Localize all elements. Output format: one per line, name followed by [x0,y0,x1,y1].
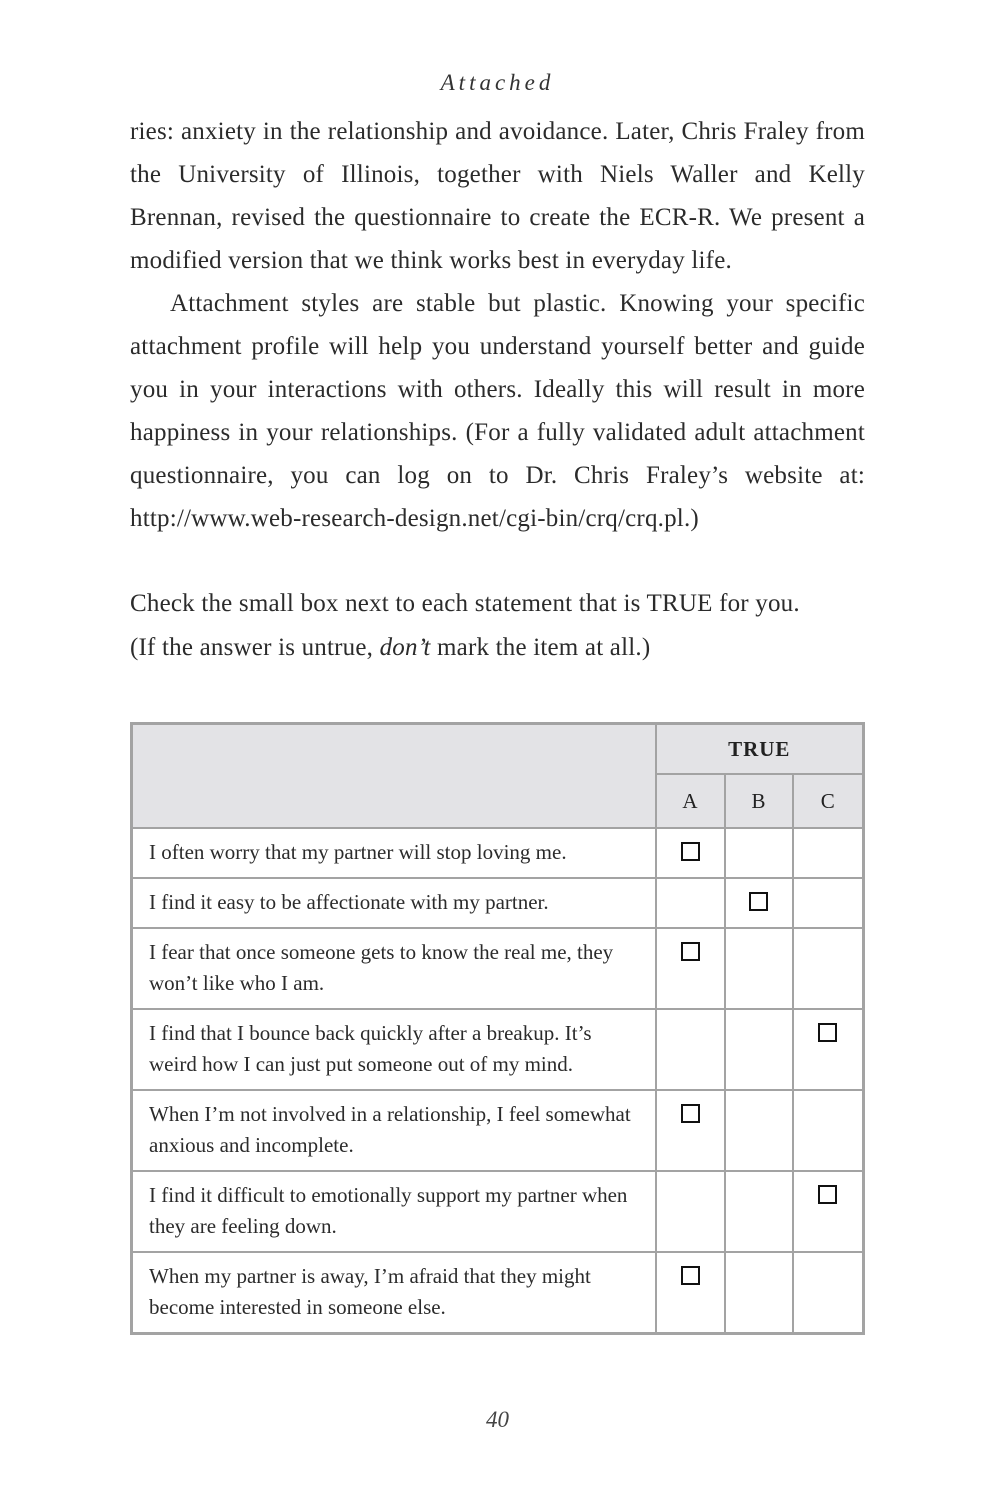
statement-header-cell [132,724,656,829]
checkbox[interactable] [681,942,700,961]
true-group-header: TRUE [656,724,864,775]
checkbox-cell-a [656,1171,725,1252]
checkbox-cell-b [725,1090,793,1171]
checkbox-cell-b [725,1252,793,1334]
running-head: Attached [440,70,555,95]
table-row [132,878,864,928]
checkbox-cell-b [725,928,793,1009]
checkbox[interactable] [681,842,700,861]
checkbox-cell-c [793,928,864,1009]
website-url: http://www.web-research-design.net/cgi-bin/crq/crq.pl [130,505,684,532]
checkbox-cell-c [793,828,864,878]
instructions-line-1: Check the small box next to each statement that is TRUE for you. [130,590,800,617]
table-row [132,1171,864,1252]
checkbox-cell-c [793,1009,864,1090]
paragraph-2-text: Attachment styles are stable but plastic. Knowing your specific attachment profile will help you understand yourself better and guide you in your interactions with others. Ideally this will result in more happiness in your relationships. (For a fully validated adult attachment questionnaire, you can log on to Dr. Chris Fraley’s website at: [130,290,865,489]
checkbox[interactable] [818,1023,837,1042]
statement-cell: I fear that once someone gets to know the real me, they won’t like who I am. [132,928,656,1009]
group-header-row [132,724,864,775]
paragraph-1: ries: anxiety in the relationship and avoidance. Later, Chris Fraley from the University of Illinois, together with Niels Waller and Kelly Brennan, revised the questionnaire to create the ECR-R. We present a modified version that we think works best in everyday life. [130,118,865,274]
checkbox-cell-a [656,878,725,928]
checkbox-cell-a [656,928,725,1009]
table-header [132,724,864,829]
checkbox-cell-b [725,878,793,928]
table-body [132,828,864,1334]
checkbox-cell-b [725,1009,793,1090]
column-header-b: B [725,774,793,828]
table-row [132,1252,864,1334]
checkbox-cell-a [656,1009,725,1090]
table-row [132,828,864,878]
checkbox-cell-c [793,1252,864,1334]
statement-cell: When I’m not involved in a relationship, I feel somewhat anxious and incomplete. [132,1090,656,1171]
table-row [132,1009,864,1090]
instructions-line-2-post: mark the item at all.) [430,634,651,661]
checkbox-cell-b [725,828,793,878]
instructions-line-2-pre: (If the answer is untrue, [130,634,380,661]
checkbox-cell-c [793,1171,864,1252]
statement-cell: I find it difficult to emotionally support my partner when they are feeling down. [132,1171,656,1252]
checkbox[interactable] [681,1266,700,1285]
checkbox-cell-a [656,1090,725,1171]
table-row [132,1090,864,1171]
paragraph-2-closing: .) [683,505,699,532]
checkbox-cell-a [656,828,725,878]
table-row [132,928,864,1009]
checkbox[interactable] [681,1104,700,1123]
checkbox-cell-a [656,1252,725,1334]
page-number: 40 [486,1407,509,1432]
paragraph-2 [130,282,865,540]
column-header-a: A [656,774,725,828]
statement-cell: I find that I bounce back quickly after a breakup. It’s weird how I can just put someone out of my mind. [132,1009,656,1090]
instructions-emphasis: don’t [379,634,431,661]
checkbox[interactable] [749,892,768,911]
checkbox-cell-b [725,1171,793,1252]
statement-cell: When my partner is away, I’m afraid that they might become interested in someone else. [132,1252,656,1334]
attachment-questionnaire-table [130,722,865,1335]
checkbox-cell-c [793,878,864,928]
column-header-c: C [793,774,864,828]
instructions-line-2 [130,626,865,670]
statement-cell: I find it easy to be affectionate with my partner. [132,878,656,928]
checkbox[interactable] [818,1185,837,1204]
statement-cell: I often worry that my partner will stop loving me. [132,828,656,878]
checkbox-cell-c [793,1090,864,1171]
